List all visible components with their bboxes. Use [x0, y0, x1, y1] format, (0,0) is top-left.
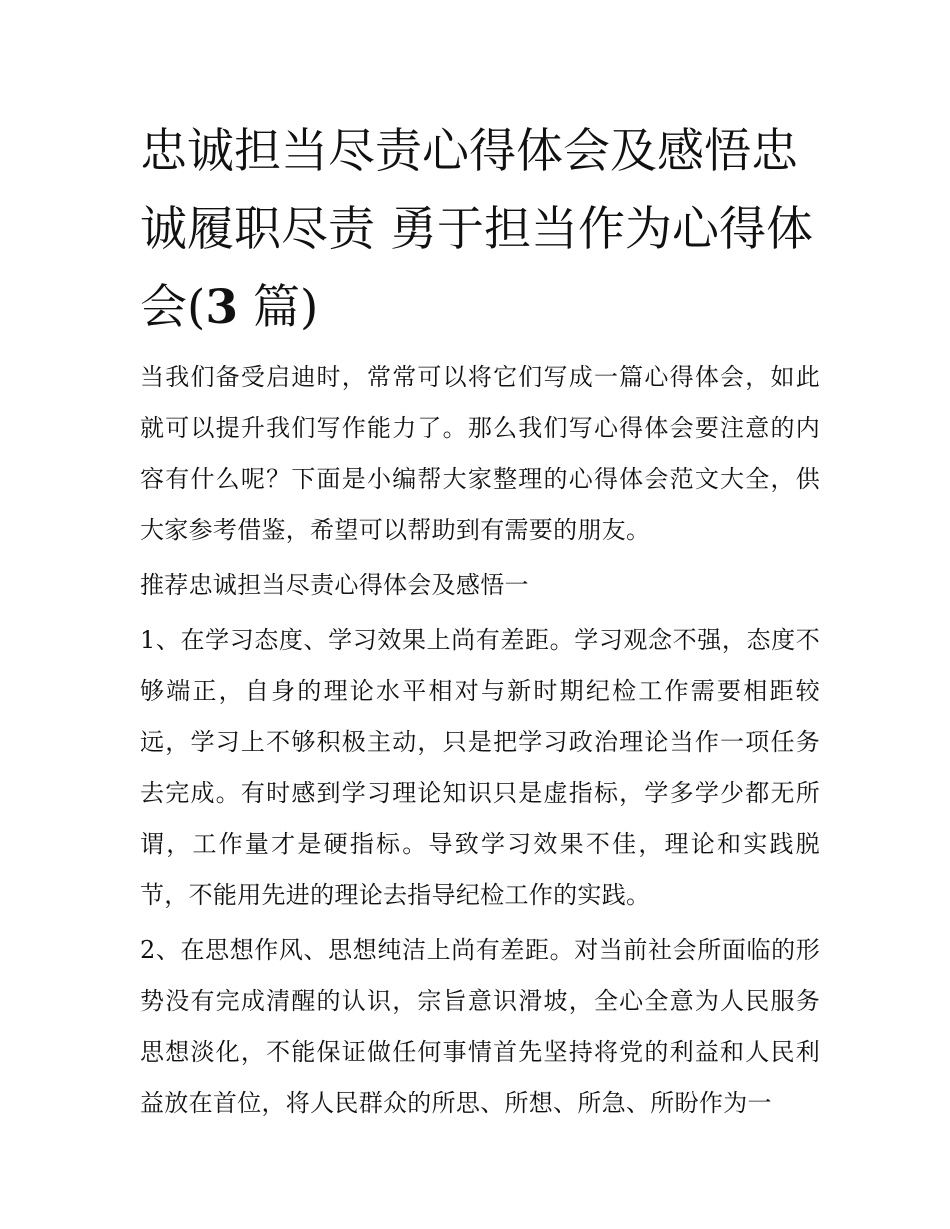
- title-suffix: 篇): [238, 280, 319, 335]
- intro-paragraph: 当我们备受启迪时，常常可以将它们写成一篇心得体会，如此就可以提升我们写作能力了。那么我们写心得体会要注意的内容有什么呢？下面是小编帮大家整理的心得体会范文大全，供大家参考借鉴，希望可以帮助到有需要的朋友。: [140, 363, 820, 544]
- document-title: [140, 113, 820, 347]
- list-item-1: 1、在学习态度、学习效果上尚有差距。学习观念不强，态度不够端正，自身的理论水平相对与新时期纪检工作需要相距较远，学习上不够积极主动，只是把学习政治理论当作一项任务去完成。有时感到学习理论知识只是虚指标，学多学少都无所谓，工作量才是硬指标。导致学习效果不佳，理论和实践脱节，不能用先进的理论去指导纪检工作的实践。: [140, 626, 820, 909]
- section-heading: 推荐忠诚担当尽责心得体会及感悟一: [140, 571, 529, 599]
- title-number: 3: [205, 280, 239, 335]
- list-item-2: 2、在思想作风、思想纯洁上尚有差距。对当前社会所面临的形势没有完成清醒的认识，宗旨意识滑坡，全心全意为人民服务思想淡化，不能保证做任何事情首先坚持将党的利益和人民利益放在首位，将人民群众的所思、所想、所急、所盼作为一: [140, 936, 820, 1117]
- title-text: 忠诚担当尽责心得体会及感悟忠诚履职尽责 勇于担当作为心得体会(: [140, 124, 813, 335]
- document-body: [140, 352, 820, 1129]
